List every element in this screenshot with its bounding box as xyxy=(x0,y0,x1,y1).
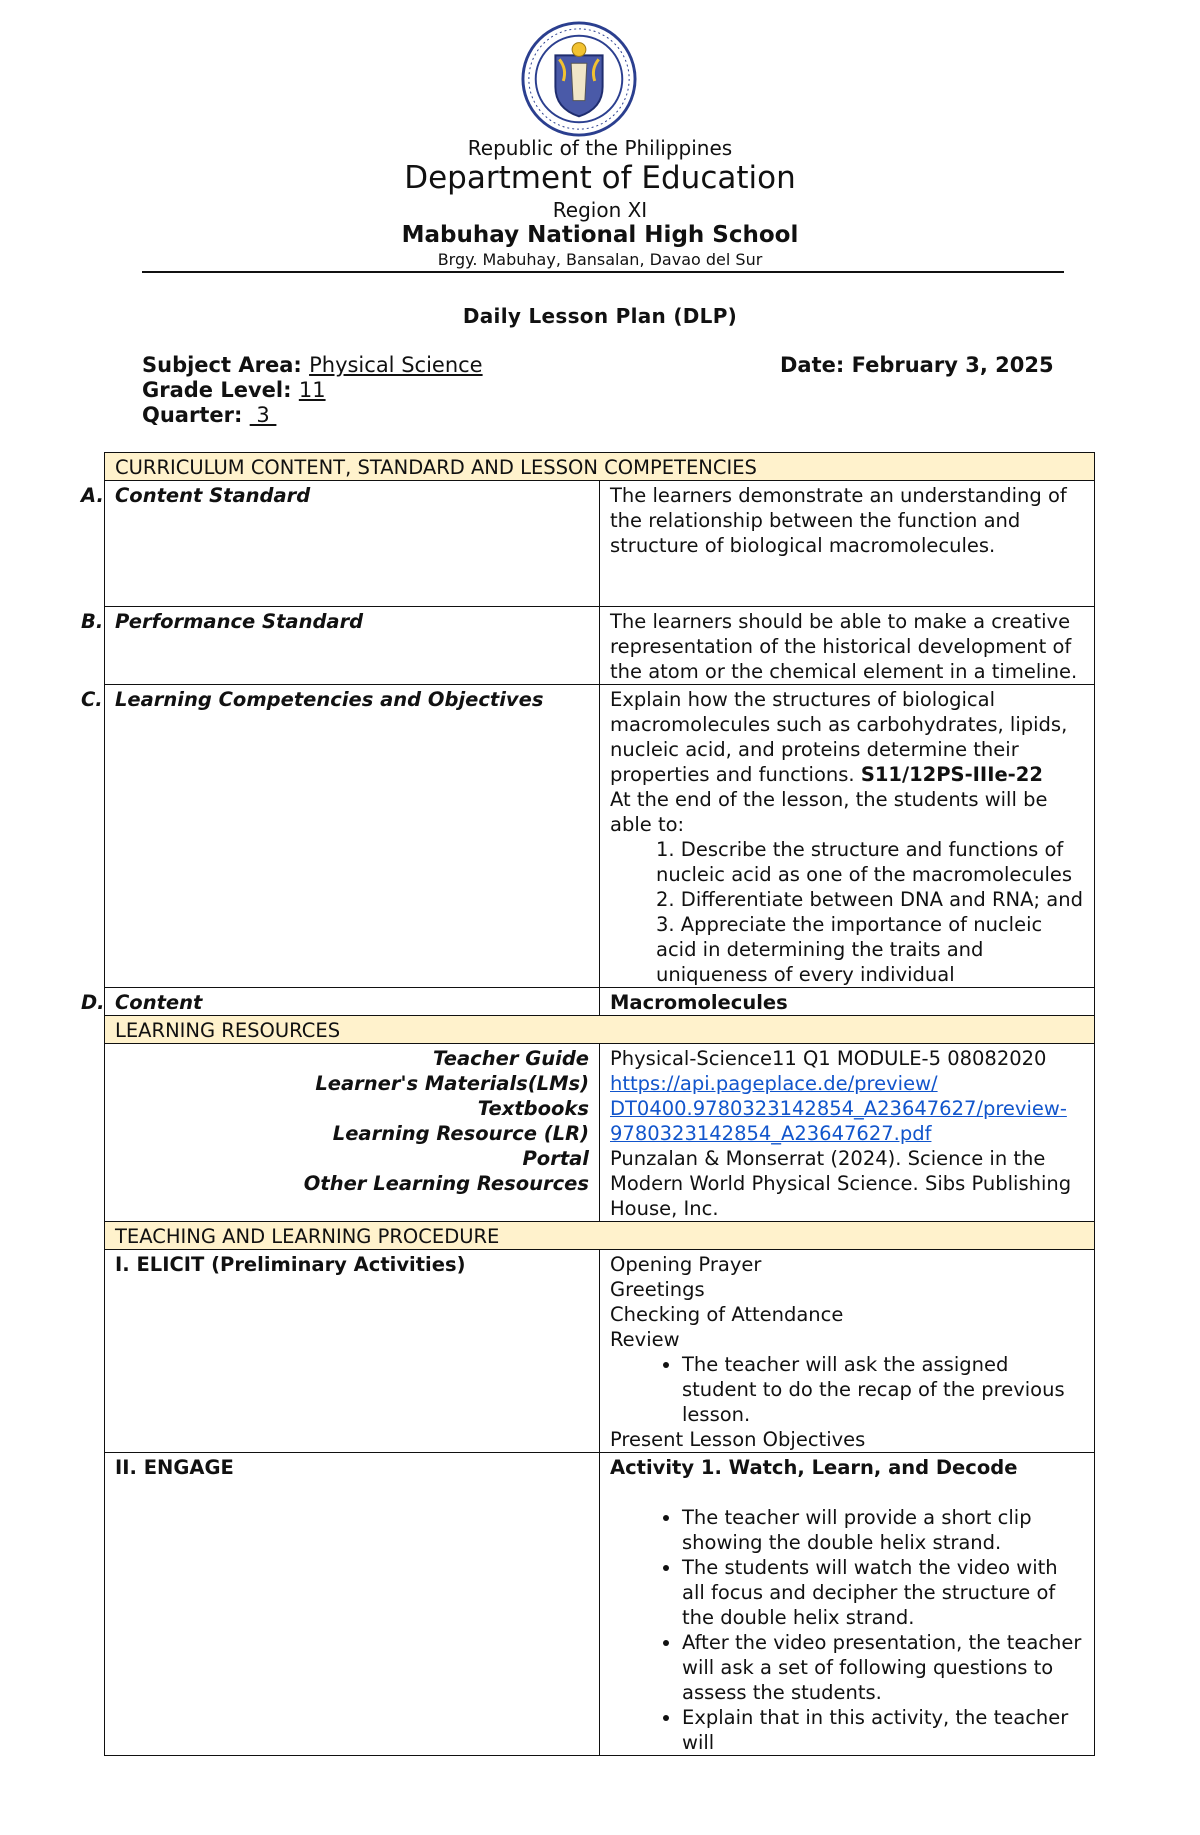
elicit-line: Review xyxy=(610,1328,680,1351)
band-procedure-label: TEACHING AND LEARNING PROCEDURE xyxy=(105,1222,1095,1250)
lesson-date xyxy=(780,353,1054,377)
resource-label: Learner's Materials(LMs) xyxy=(315,1072,589,1095)
row-competencies xyxy=(105,685,1095,988)
quarter xyxy=(142,403,276,427)
row-elicit xyxy=(105,1250,1095,1453)
row-content-standard xyxy=(105,481,1095,607)
engage-bullets xyxy=(610,1505,1084,1755)
objective-item: 2. Differentiate between DNA and RNA; and xyxy=(656,888,1083,911)
elicit-bullets xyxy=(610,1352,1084,1427)
engage-label: II. ENGAGE xyxy=(105,1453,600,1756)
date-label: Date: xyxy=(780,353,845,377)
engage-bullet: • After the video presentation, the teacher will ask a set of following questions to assess the students. xyxy=(682,1630,1084,1705)
header-divider xyxy=(142,271,1064,273)
resource-label: Textbooks xyxy=(477,1097,589,1120)
competency-text: Explain how the structures of biological macromolecules such as carbohydrates, lipids, nucleic acid, and proteins determine their properties and functions. xyxy=(610,688,1068,786)
row-letter: C. xyxy=(81,688,103,711)
row-engage xyxy=(105,1453,1095,1756)
region-line: Region XI xyxy=(552,198,648,222)
quarter-value: 3 xyxy=(249,403,277,427)
row-letter: D. xyxy=(81,991,105,1014)
resource-link[interactable]: DT0400.9780323142854_A23647627/preview- xyxy=(610,1097,1067,1120)
resource-module: Physical-Science11 Q1 MODULE-5 08082020 xyxy=(610,1047,1047,1070)
engage-bullet: • Explain that in this activity, the teacher will xyxy=(682,1705,1084,1755)
band-curriculum xyxy=(105,453,1095,481)
engage-activity: Activity 1. Watch, Learn, and Decode xyxy=(610,1456,1018,1479)
subject-value: Physical Science xyxy=(309,353,483,377)
resource-label: Other Learning Resources xyxy=(303,1172,589,1195)
row-label: Content xyxy=(115,991,203,1014)
elicit-line: Checking of Attendance xyxy=(610,1303,844,1326)
republic-line: Republic of the Philippines xyxy=(467,136,733,160)
row-label: Content Standard xyxy=(115,484,311,507)
band-procedure xyxy=(105,1222,1095,1250)
resource-label: Teacher Guide xyxy=(433,1047,589,1070)
engage-bullet: • The teacher will provide a short clip showing the double helix strand. xyxy=(682,1505,1084,1555)
elicit-label: I. ELICIT (Preliminary Activities) xyxy=(105,1250,600,1453)
band-curriculum-label: CURRICULUM CONTENT, STANDARD AND LESSON COMPETENCIES xyxy=(105,453,1095,481)
resource-label: Portal xyxy=(522,1147,589,1170)
lesson-plan-table xyxy=(81,452,1095,1756)
subject-area xyxy=(142,353,483,377)
date-value: February 3, 2025 xyxy=(851,353,1054,377)
elicit-line: Opening Prayer xyxy=(610,1253,762,1276)
row-text: Macromolecules xyxy=(600,988,1095,1016)
document-title: Daily Lesson Plan (DLP) xyxy=(462,304,738,328)
grade-value: 11 xyxy=(298,378,326,402)
competency-code: S11/12PS-IIIe-22 xyxy=(860,763,1043,786)
row-learning-resources xyxy=(105,1044,1095,1222)
resource-link[interactable]: 9780323142854_A23647627.pdf xyxy=(610,1122,932,1145)
resource-link[interactable]: https://api.pageplace.de/preview/ xyxy=(610,1072,938,1095)
band-resources-label: LEARNING RESOURCES xyxy=(105,1016,1095,1044)
department-title: Department of Education xyxy=(404,160,796,196)
row-label: Learning Competencies and Objectives xyxy=(115,688,544,711)
elicit-line: Greetings xyxy=(610,1278,705,1301)
grade-label: Grade Level: xyxy=(142,378,292,402)
band-resources xyxy=(105,1016,1095,1044)
row-text: The learners demonstrate an understanding of the relationship between the function and structure of biological macromolecules. xyxy=(600,481,1095,607)
row-content xyxy=(105,988,1095,1016)
objectives-intro: At the end of the lesson, the students will be able to: xyxy=(610,788,1048,836)
objective-item: 1. Describe the structure and functions of nucleic acid as one of the macromolecules xyxy=(656,838,1073,886)
row-letter: A. xyxy=(81,484,104,507)
elicit-bullet: • The teacher will ask the assigned student to do the recap of the previous lesson. xyxy=(682,1352,1084,1427)
subject-label: Subject Area: xyxy=(142,353,302,377)
elicit-line: Present Lesson Objectives xyxy=(610,1428,866,1451)
school-address: Brgy. Mabuhay, Bansalan, Davao del Sur xyxy=(437,250,763,269)
deped-seal-logo xyxy=(520,20,638,138)
grade-level xyxy=(142,378,326,402)
row-text: The learners should be able to make a creative representation of the historical development of the atom or the chemical element in a timeline. xyxy=(600,607,1095,685)
row-label: Performance Standard xyxy=(115,610,364,633)
school-name: Mabuhay National High School xyxy=(401,222,799,248)
row-performance-standard xyxy=(105,607,1095,685)
row-letter: B. xyxy=(81,610,104,633)
quarter-label: Quarter: xyxy=(142,403,243,427)
resource-reference: Punzalan & Monserrat (2024). Science in the Modern World Physical Science. Sibs Publishing House, Inc. xyxy=(610,1147,1072,1220)
resource-label: Learning Resource (LR) xyxy=(332,1122,589,1145)
engage-bullet: • The students will watch the video with all focus and decipher the structure of the double helix strand. xyxy=(682,1555,1084,1630)
objective-item: 3. Appreciate the importance of nucleic acid in determining the traits and uniqueness of every individual xyxy=(656,913,1043,986)
